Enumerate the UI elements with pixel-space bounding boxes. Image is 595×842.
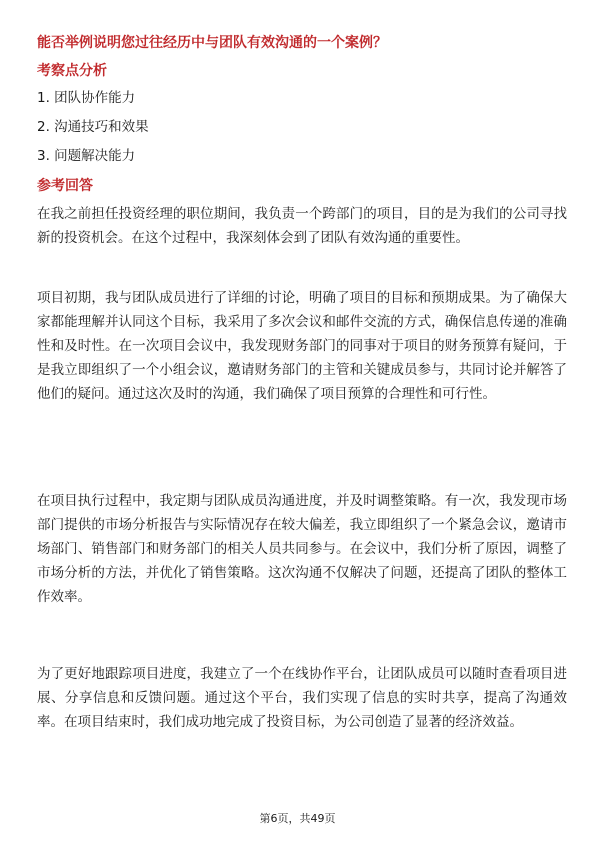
answer-paragraph-2: 项目初期，我与团队成员进行了详细的讨论，明确了项目的目标和预期成果。为了确保大家都能理解并认同这个目标，我采用了多次会议和邮件交流的方式，确保信息传递的准确性和及时性。在一次项目会议中，我发现财务部门的同事对于项目的财务预算有疑问，于是我立即组织了一个小组会议，邀请财务部门的主管和关键成员参与，共同讨论并解答了他们的疑问。通过这次及时的沟通，我们确保了项目预算的合理性和可行性。 — [37, 290, 567, 402]
analysis-point-1: 1. 团队协作能力 — [37, 90, 136, 106]
answer-paragraph-3: 在项目执行过程中，我定期与团队成员沟通进度，并及时调整策略。有一次，我发现市场部门提供的市场分析报告与实际情况存在较大偏差，我立即组织了一个紧急会议，邀请市场部门、销售部门和财务部门的相关人员共同参与。在会议中，我们分析了原因，调整了市场分析的方法，并优化了销售策略。这次沟通不仅解决了问题，还提高了团队的整体工作效率。 — [37, 493, 567, 605]
page-number: 第6页，共49页 — [259, 812, 336, 825]
analysis-point-2: 2. 沟通技巧和效果 — [37, 119, 149, 135]
answer-paragraph-1: 在我之前担任投资经理的职位期间，我负责一个跨部门的项目，目的是为我们的公司寻找新的投资机会。在这个过程中，我深刻体会到了团队有效沟通的重要性。 — [37, 206, 567, 246]
answer-heading: 参考回答 — [37, 178, 93, 194]
question-title: 能否举例说明您过往经历中与团队有效沟通的一个案例？ — [37, 35, 387, 51]
analysis-heading: 考察点分析 — [37, 63, 107, 79]
answer-paragraph-4: 为了更好地跟踪项目进度，我建立了一个在线协作平台，让团队成员可以随时查看项目进展、分享信息和反馈问题。通过这个平台，我们实现了信息的实时共享，提高了沟通效率。在项目结束时，我们成功地完成了投资目标，为公司创造了显著的经济效益。 — [37, 666, 567, 730]
analysis-point-3: 3. 问题解决能力 — [37, 148, 136, 164]
